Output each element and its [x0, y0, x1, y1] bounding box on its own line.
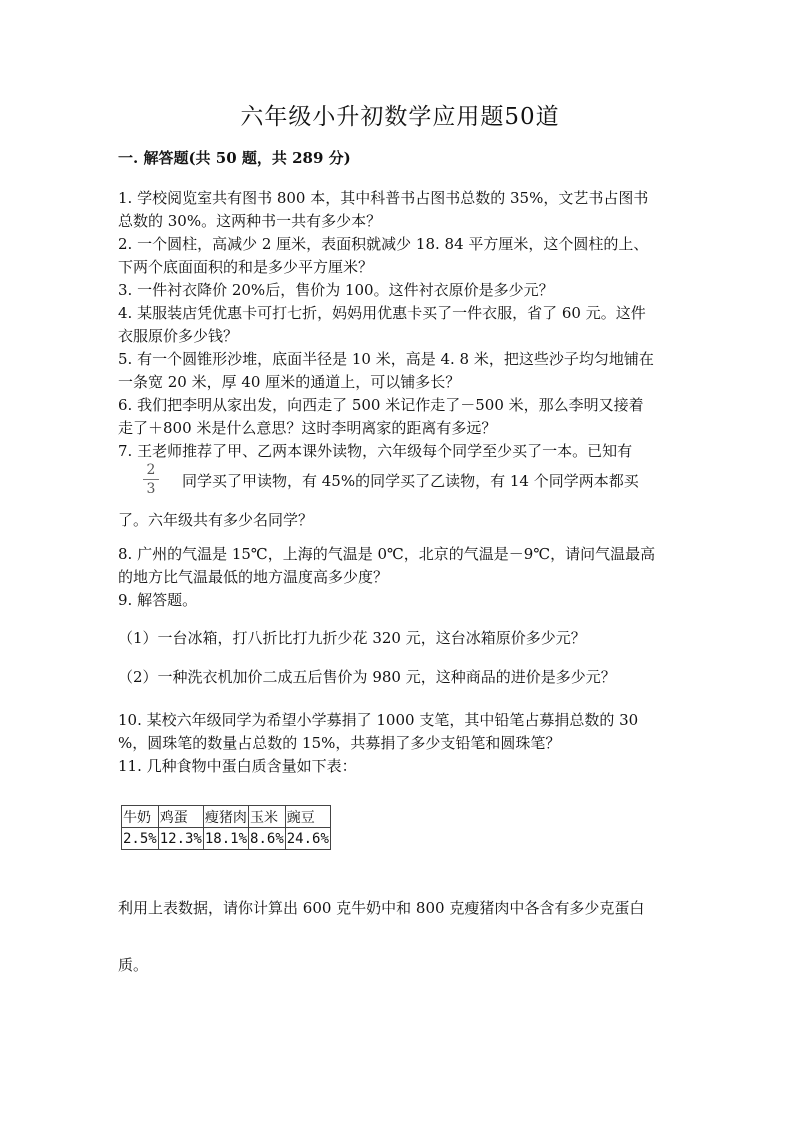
fraction-denominator: 3 [146, 481, 156, 497]
table-row [122, 828, 331, 850]
fraction-numerator: 2 [146, 462, 156, 478]
question-3-line-1: 3. 一件衬衣降价 20%后，售价为 100。这件衬衣原价是多少元？ [118, 281, 554, 299]
table-header-cell: 瘦猪肉 [203, 806, 248, 828]
table-cell: 12.3% [158, 828, 203, 850]
question-7-line-3: 了。六年级共有多少名同学？ [118, 511, 314, 529]
table-header-cell: 玉米 [249, 806, 286, 828]
question-7-line-2: 同学买了甲读物，有 45%的同学买了乙读物，有 14 个同学两本都买 [182, 472, 639, 490]
question-5-line-1: 5. 有一个圆锥形沙堆，底面半径是 10 米，高是 4. 8 米，把这些沙子均匀地铺在 [118, 350, 654, 368]
table-header-cell: 豌豆 [285, 806, 330, 828]
question-4-line-1: 4. 某服装店凭优惠卡可打七折，妈妈用优惠卡买了一件衣服，省了 60 元。这件 [118, 304, 646, 322]
question-9-sub-1: （1）一台冰箱，打八折比打九折少花 320 元，这台冰箱原价多少元？ [118, 629, 586, 647]
question-2-line-1: 2. 一个圆柱，高减少 2 厘米，表面积就减少 18. 84 平方厘米，这个圆柱的上、 [118, 235, 649, 253]
question-1-line-2: 总数的 30%。这两种书一共有多少本？ [118, 212, 382, 230]
section-heading: 一. 解答题(共 50 题，共 289 分) [118, 149, 351, 167]
question-2-line-2: 下两个底面面积的和是多少平方厘米？ [118, 258, 374, 276]
question-9-sub-2: （2）一种洗衣机加价二成五后售价为 980 元，这种商品的进价是多少元？ [118, 668, 616, 686]
question-8-line-2: 的地方比气温最低的地方温度高多少度？ [118, 568, 389, 586]
table-cell: 18.1% [203, 828, 248, 850]
table-cell: 2.5% [122, 828, 159, 850]
question-10-line-2: %，圆珠笔的数量占总数的 15%，共募捐了多少支铅笔和圆珠笔？ [118, 734, 561, 752]
question-10-line-1: 10. 某校六年级同学为希望小学募捐了 1000 支笔，其中铅笔占募捐总数的 30 [118, 711, 639, 729]
page-title: 六年级小升初数学应用题50道 [240, 104, 560, 130]
question-1-line-1: 1. 学校阅览室共有图书 800 本，其中科普书占图书总数的 35%，文艺书占图书 [118, 189, 649, 207]
question-5-line-2: 一条宽 20 米，厚 40 厘米的通道上，可以铺多长？ [118, 373, 461, 391]
question-11-heading: 11. 几种食物中蛋白质含量如下表： [118, 757, 357, 775]
table-header-cell: 鸡蛋 [158, 806, 203, 828]
question-8-line-1: 8. 广州的气温是 15℃，上海的气温是 0℃，北京的气温是－9℃，请问气温最高 [118, 545, 656, 563]
table-cell: 24.6% [285, 828, 330, 850]
table-cell: 8.6% [249, 828, 286, 850]
question-7-line-1: 7. 王老师推荐了甲、乙两本课外读物，六年级每个同学至少买了一本。已知有 [118, 442, 633, 460]
question-6-line-1: 6. 我们把李明从家出发，向西走了 500 米记作走了－500 米，那么李明又接着 [118, 396, 644, 414]
protein-table [121, 805, 331, 850]
question-9-heading: 9. 解答题。 [118, 591, 198, 609]
question-6-line-2: 走了＋800 米是什么意思？这时李明离家的距离有多远？ [118, 419, 497, 437]
question-11-line-1: 利用上表数据，请你计算出 600 克牛奶中和 800 克瘦猪肉中各含有多少克蛋白 [118, 899, 645, 917]
question-11-line-2: 质。 [118, 956, 149, 974]
question-4-line-2: 衣服原价多少钱？ [118, 327, 239, 345]
table-header-row [122, 806, 331, 828]
fraction-two-thirds [143, 463, 159, 496]
fraction-bar [143, 479, 159, 480]
table-header-cell: 牛奶 [122, 806, 159, 828]
